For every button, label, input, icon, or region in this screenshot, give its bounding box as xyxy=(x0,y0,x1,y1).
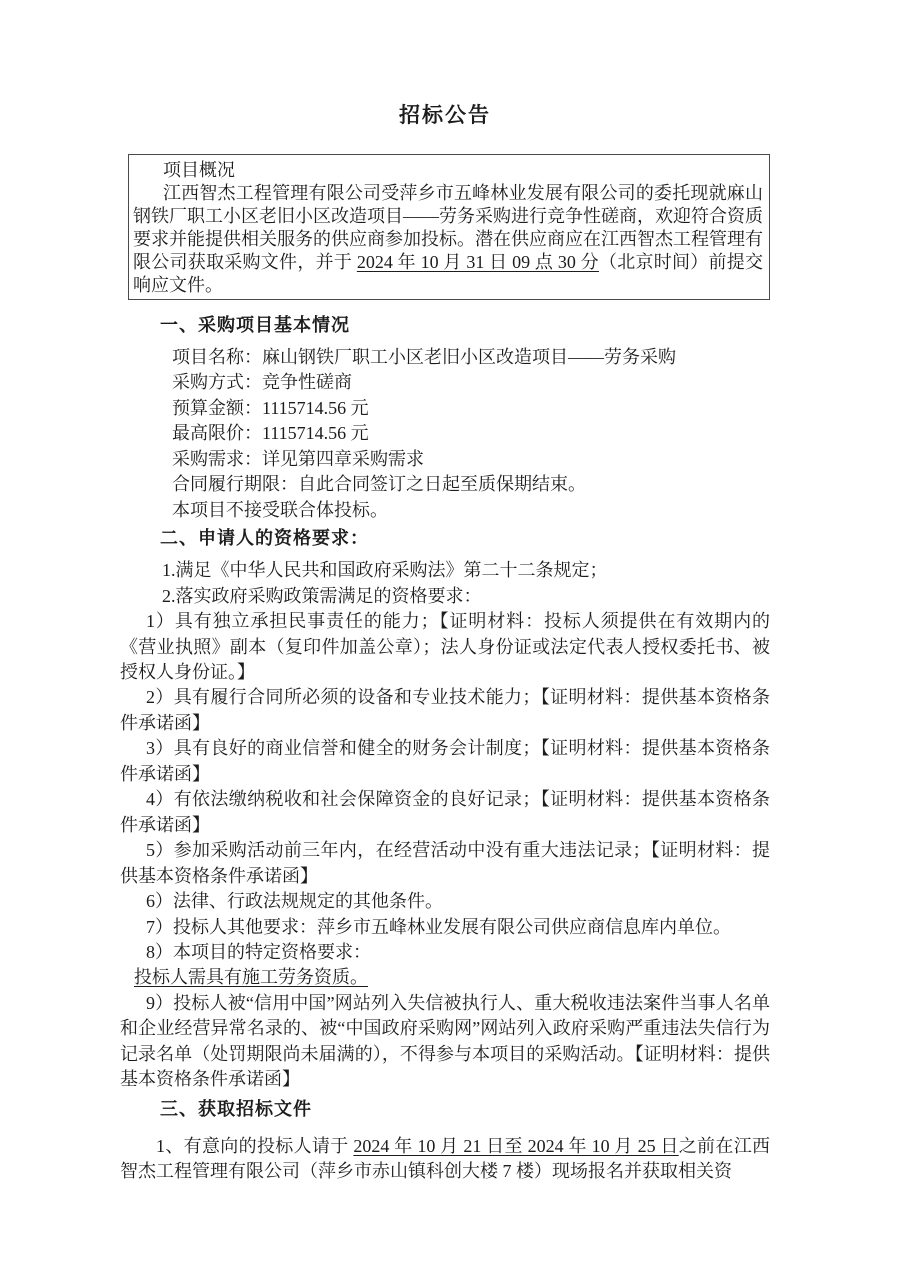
section-heading-3: 三、获取招标文件 xyxy=(160,1098,312,1119)
overview-heading: 项目概况 xyxy=(163,160,235,180)
section-1-items xyxy=(120,345,770,523)
paragraph: 3）具有良好的商业信誉和健全的财务会计制度；【证明材料：提供基本资格条件承诺函】 xyxy=(120,738,770,784)
section-heading-1: 一、采购项目基本情况 xyxy=(160,315,350,335)
section-heading-2: 二、申请人的资格要求： xyxy=(160,528,369,549)
paragraph: 2.落实政府采购政策需满足的资格要求： xyxy=(162,585,482,606)
paragraph: 4）有依法缴纳税收和社会保障资金的良好记录；【证明材料：提供基本资格条件承诺函】 xyxy=(120,789,770,835)
paragraph: 1.满足《中华人民共和国政府采购法》第二十二条规定； xyxy=(162,560,608,581)
paragraph: 1）具有独立承担民事责任的能力；【证明材料：投标人须提供在有效期内的《营业执照》副本（复印件加盖公章）；法人身份证或法定代表人授权委托书、被授权人身份证。】 xyxy=(120,611,770,682)
list-item: 采购需求：详见第四章采购需求 xyxy=(172,448,424,469)
list-item: 本项目不接受联合体投标。 xyxy=(172,499,388,520)
paragraph: 8）本项目的特定资格要求： xyxy=(146,941,371,962)
paragraph: 2）具有履行合同所必须的设备和专业技术能力；【证明材料：提供基本资格条件承诺函】 xyxy=(120,687,770,733)
document-title: 招标公告 xyxy=(399,103,491,127)
paragraph: 5）参加采购活动前三年内，在经营活动中没有重大违法记录；【证明材料：提供基本资格条件承诺函】 xyxy=(120,840,770,886)
paragraph: 9）投标人被“信用中国”网站列入失信被执行人、重大税收违法案件当事人名单和企业经营异常名录的、被“中国政府采购网”网站列入政府采购严重违法失信行为记录名单（处罚期限尚未届满的），不得参与本项目的采购活动。【证明材料：提供基本资格条件承诺函】 xyxy=(120,992,770,1090)
paragraph-underlined-qualification: 投标人需具有施工劳务资质。 xyxy=(134,967,368,988)
list-item: 项目名称：麻山钢铁厂职工小区老旧小区改造项目——劳务采购 xyxy=(172,347,676,367)
section-2-body xyxy=(120,558,770,1093)
list-item: 预算金额：1115714.56 元 xyxy=(172,397,369,418)
list-item: 合同履行期限：自此合同签订之日起至质保期结束。 xyxy=(172,474,586,495)
list-item: 采购方式：竞争性磋商 xyxy=(172,372,352,393)
paragraph: 6）法律、行政法规规定的其他条件。 xyxy=(146,891,443,912)
section-3-body xyxy=(120,1134,770,1185)
paragraph: 7）投标人其他要求：萍乡市五峰林业发展有限公司供应商信息库内单位。 xyxy=(146,916,731,937)
overview-paragraph: 江西智杰工程管理有限公司受萍乡市五峰林业发展有限公司的委托现就麻山钢铁厂职工小区老旧小区改造项目——劳务采购进行竞争性磋商，欢迎符合资质要求并能提供相关服务的供应商参加投标。潜在供应商应在江西智杰工程管理有限公司获取采购文件，并于 2024 年 10 月 31 日 09 点 30 分（北京时间）前提交响应文件。 xyxy=(133,183,764,295)
paragraph: 1、有意向的投标人请于 2024 年 10 月 21 日至 2024 年 10 月 25 日之前在江西智杰工程管理有限公司（萍乡市赤山镇科创大楼 7 楼）现场报名并获取相关资 xyxy=(120,1135,771,1182)
list-item: 最高限价：1115714.56 元 xyxy=(172,423,369,444)
overview-box xyxy=(128,154,770,300)
